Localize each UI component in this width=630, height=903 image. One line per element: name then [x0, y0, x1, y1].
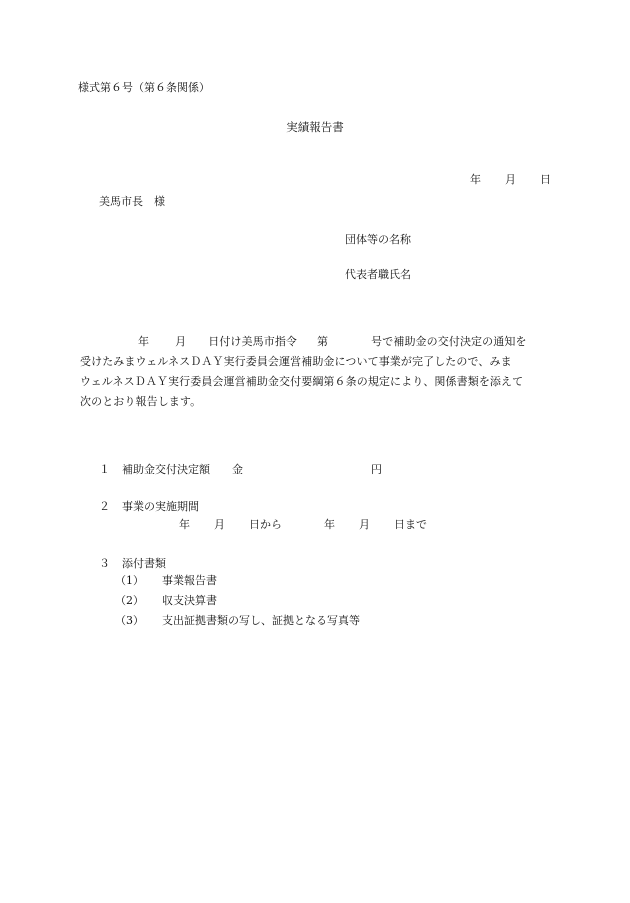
date-month: 月: [505, 172, 516, 186]
period-from-month: 月: [214, 517, 225, 531]
body-dai: 第: [317, 335, 329, 348]
date-year: 年: [470, 172, 481, 186]
organization-name-label: 団体等の名称: [345, 233, 411, 246]
item-3-number: ３: [99, 556, 110, 570]
attachment-item: [108, 593, 360, 629]
period-from-day: 日から: [249, 517, 282, 531]
period-to-year: 年: [324, 517, 335, 531]
body-line-4: 次のとおり報告します。: [80, 395, 202, 408]
period-to-day: 日まで: [394, 517, 427, 531]
body-line1-rest: 号で補助金の交付決定の通知を: [371, 335, 527, 348]
addressee: 美馬市長 様: [99, 195, 165, 208]
attachment-number: （3）: [115, 613, 144, 627]
document-title: 実績報告書: [286, 120, 344, 134]
date-day: 日: [540, 172, 551, 186]
item-1-label: 補助金交付決定額: [122, 462, 210, 476]
body-paragraph: [80, 332, 550, 412]
item-1-number: １: [99, 462, 110, 476]
item-2-period-dates: [172, 500, 427, 533]
attachment-number: （1）: [115, 573, 144, 587]
item-2-number: ２: [99, 499, 110, 513]
attachment-label: 収支決算書: [162, 593, 217, 607]
body-line-3: ウェルネスＤＡＹ実行委員会運営補助金交付要綱第６条の規定により、関係書類を添えて: [80, 375, 524, 388]
item-1-kin: 金: [232, 462, 243, 476]
item-1-grant-amount: [92, 445, 382, 478]
body-line-2: 受けたみまウェルネスＤＡＹ実行委員会運営補助金について事業が完了したので、みま: [80, 355, 512, 368]
period-to-month: 月: [359, 517, 370, 531]
body-year: 年: [138, 335, 150, 348]
attachment-number: （2）: [115, 593, 144, 607]
period-from-year: 年: [179, 517, 190, 531]
attachment-label: 支出証拠書類の写し、証拠となる写真等: [162, 613, 360, 627]
item-3-label: 添付書類: [122, 556, 166, 570]
attachment-label: 事業報告書: [162, 573, 217, 587]
item-2-label: 事業の実施期間: [122, 499, 199, 513]
body-day-prefix: 日付け美馬市指令: [208, 335, 298, 348]
representative-name-label: 代表者職氏名: [345, 268, 411, 281]
item-1-yen: 円: [371, 462, 382, 476]
date-line: [463, 155, 551, 188]
body-month: 月: [175, 335, 187, 348]
form-number: 様式第６号（第６条関係）: [78, 81, 210, 94]
body-line-1: [80, 332, 550, 352]
